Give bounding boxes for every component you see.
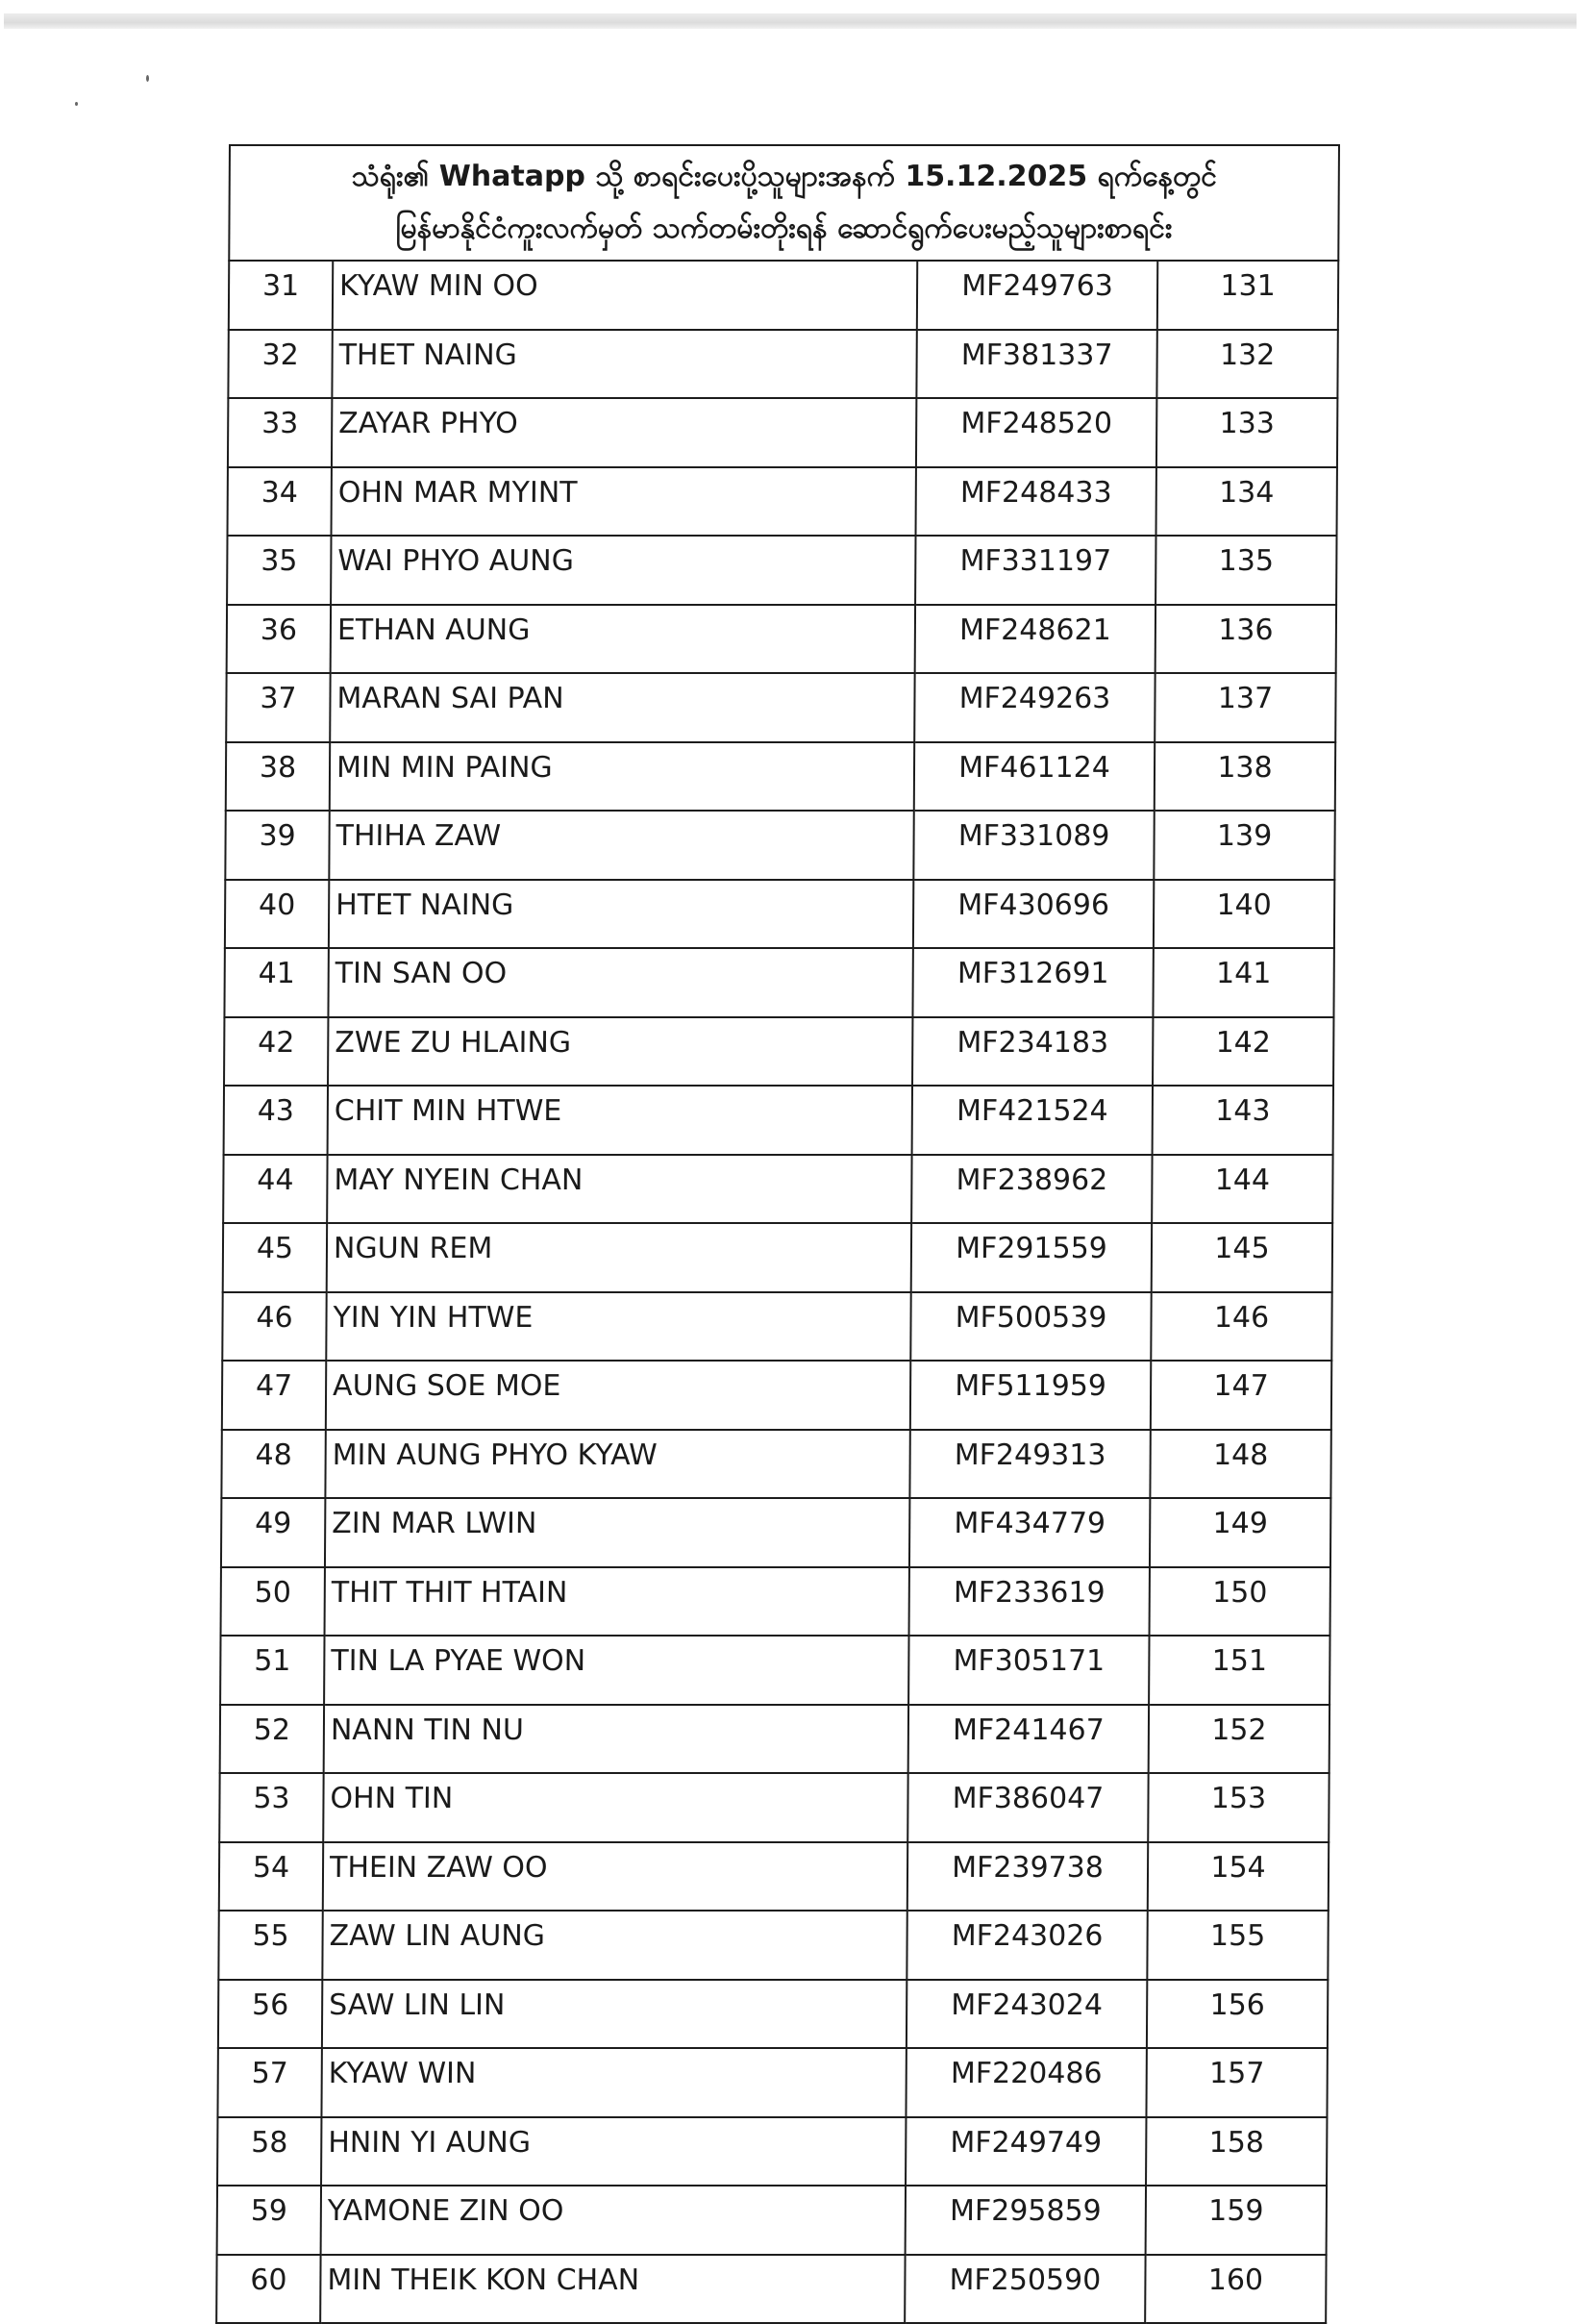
passport-number-cell: MF386047	[907, 1773, 1148, 1842]
sequence-number-cell: 131	[1157, 261, 1338, 330]
sequence-number-cell: 156	[1147, 1980, 1328, 2049]
table-row	[221, 1430, 1330, 1499]
table-header-row	[229, 145, 1339, 261]
sequence-number-cell: 160	[1145, 2255, 1326, 2324]
row-number-cell: 37	[226, 673, 330, 742]
passport-number-cell: MF291559	[911, 1223, 1152, 1292]
sequence-number-cell: 158	[1146, 2117, 1327, 2187]
sequence-number-cell: 140	[1154, 880, 1334, 949]
table-row	[217, 2048, 1327, 2117]
name-cell: OHN TIN	[323, 1773, 907, 1842]
table-row	[221, 1567, 1330, 1637]
row-number-cell: 57	[217, 2048, 321, 2117]
table-row	[219, 1773, 1329, 1842]
sequence-number-cell: 138	[1155, 742, 1335, 812]
name-cell: NGUN REM	[327, 1223, 911, 1292]
passport-number-cell: MF461124	[914, 742, 1155, 812]
table-row	[220, 1705, 1329, 1774]
scan-edge-shadow	[4, 13, 1577, 29]
passport-number-cell: MF511959	[910, 1361, 1151, 1430]
row-number-cell: 33	[228, 398, 332, 467]
table-row	[218, 1911, 1328, 1980]
sequence-number-cell: 151	[1149, 1636, 1329, 1705]
table-row	[227, 536, 1336, 605]
name-cell: CHIT MIN HTWE	[328, 1086, 912, 1155]
table-title-line-2: မြန်မာနိုင်ငံကူးလက်မှတ် သက်တမ်းတိုးရန် ဆောင်ရွက်ပေးမည့်သူများစာရင်း	[395, 212, 1173, 245]
name-cell: WAI PHYO AUNG	[331, 536, 915, 605]
sequence-number-cell: 155	[1147, 1911, 1328, 1980]
sequence-number-cell: 144	[1152, 1155, 1332, 1224]
name-cell: MAY NYEIN CHAN	[327, 1155, 911, 1224]
table-row	[228, 330, 1337, 399]
passport-number-cell: MF250590	[905, 2255, 1145, 2324]
sequence-number-cell: 150	[1150, 1567, 1330, 1637]
table-row	[217, 2186, 1327, 2255]
sequence-number-cell: 149	[1150, 1498, 1330, 1567]
sequence-number-cell: 139	[1154, 811, 1334, 880]
table-row	[227, 605, 1336, 674]
sequence-number-cell: 146	[1151, 1292, 1331, 1362]
passport-number-cell: MF331197	[915, 536, 1155, 605]
row-number-cell: 35	[227, 536, 331, 605]
row-number-cell: 47	[222, 1361, 326, 1430]
passport-number-cell: MF430696	[913, 880, 1154, 949]
sequence-number-cell: 134	[1156, 467, 1337, 537]
passport-number-cell: MF243024	[907, 1980, 1147, 2049]
table-row	[228, 398, 1337, 467]
row-number-cell: 55	[218, 1911, 322, 1980]
name-cell: MARAN SAI PAN	[330, 673, 914, 742]
name-cell: KYAW MIN OO	[333, 261, 917, 330]
table-row	[222, 1361, 1331, 1430]
sequence-number-cell: 154	[1148, 1842, 1329, 1912]
row-number-cell: 38	[226, 742, 330, 812]
sequence-number-cell: 132	[1156, 330, 1337, 399]
row-number-cell: 51	[220, 1636, 324, 1705]
passport-number-cell: MF239738	[907, 1842, 1148, 1912]
row-number-cell: 44	[223, 1155, 327, 1224]
row-number-cell: 32	[228, 330, 332, 399]
table-title-line-1: သံရုံး၏ Whatapp သို့ စာရင်းပေးပို့သူများအနက် 15.12.2025 ရက်နေ့တွင်	[351, 160, 1217, 193]
sequence-number-cell: 136	[1155, 605, 1336, 674]
table-row	[218, 1980, 1328, 2049]
table-title-cell	[229, 145, 1339, 261]
row-number-cell: 34	[228, 467, 332, 537]
scan-speck	[75, 102, 78, 106]
passport-number-cell: MF234183	[912, 1017, 1153, 1087]
sequence-number-cell: 152	[1149, 1705, 1329, 1774]
table-row	[223, 1155, 1332, 1224]
table-row	[226, 742, 1335, 812]
passport-number-cell: MF249263	[914, 673, 1155, 742]
row-number-cell: 58	[217, 2117, 321, 2187]
row-number-cell: 41	[224, 948, 328, 1017]
name-cell: THIT THIT HTAIN	[325, 1567, 909, 1637]
sequence-number-cell: 142	[1153, 1017, 1333, 1087]
passport-number-cell: MF249313	[909, 1430, 1150, 1499]
sequence-number-cell: 143	[1153, 1086, 1333, 1155]
name-cell: TIN SAN OO	[328, 948, 912, 1017]
passport-number-cell: MF331089	[913, 811, 1154, 880]
sequence-number-cell: 141	[1153, 948, 1333, 1017]
scan-speck	[146, 75, 149, 82]
passport-renewal-list-table	[215, 144, 1340, 2324]
table-row	[224, 1017, 1333, 1087]
name-cell: ZAYAR PHYO	[332, 398, 916, 467]
table-row	[225, 811, 1334, 880]
table-row	[222, 1292, 1331, 1362]
sequence-number-cell: 148	[1150, 1430, 1330, 1499]
name-cell: ZAW LIN AUNG	[322, 1911, 907, 1980]
row-number-cell: 60	[216, 2255, 320, 2324]
passport-number-cell: MF248621	[915, 605, 1155, 674]
passport-number-cell: MF243026	[907, 1911, 1147, 1980]
name-cell: KYAW WIN	[321, 2048, 906, 2117]
name-cell: NANN TIN NU	[324, 1705, 908, 1774]
table-row	[221, 1498, 1330, 1567]
name-cell: TIN LA PYAE WON	[324, 1636, 908, 1705]
row-number-cell: 52	[220, 1705, 324, 1774]
table-row	[223, 1223, 1332, 1292]
table-row	[225, 880, 1334, 949]
passport-number-cell: MF305171	[908, 1636, 1149, 1705]
sequence-number-cell: 159	[1146, 2186, 1327, 2255]
passport-number-cell: MF434779	[909, 1498, 1150, 1567]
row-number-cell: 39	[225, 811, 329, 880]
name-cell: YAMONE ZIN OO	[321, 2186, 906, 2255]
name-cell: MIN AUNG PHYO KYAW	[325, 1430, 909, 1499]
row-number-cell: 49	[221, 1498, 325, 1567]
table-row	[216, 2255, 1326, 2324]
name-cell: THIHA ZAW	[329, 811, 913, 880]
passport-number-cell: MF381337	[916, 330, 1156, 399]
sequence-number-cell: 137	[1155, 673, 1335, 742]
passport-number-cell: MF220486	[906, 2048, 1146, 2117]
passport-number-cell: MF312691	[912, 948, 1153, 1017]
name-cell: YIN YIN HTWE	[326, 1292, 910, 1362]
name-cell: OHN MAR MYINT	[332, 467, 916, 537]
row-number-cell: 46	[222, 1292, 326, 1362]
passport-number-cell: MF233619	[909, 1567, 1150, 1637]
name-cell: ETHAN AUNG	[331, 605, 915, 674]
row-number-cell: 40	[225, 880, 329, 949]
name-cell: THEIN ZAW OO	[323, 1842, 907, 1912]
passport-number-cell: MF248433	[916, 467, 1156, 537]
table-row	[220, 1636, 1329, 1705]
passport-number-cell: MF241467	[908, 1705, 1149, 1774]
row-number-cell: 50	[221, 1567, 325, 1637]
name-cell: ZIN MAR LWIN	[325, 1498, 909, 1567]
passport-number-cell: MF421524	[912, 1086, 1153, 1155]
passport-number-cell: MF295859	[906, 2186, 1146, 2255]
name-cell: HNIN YI AUNG	[321, 2117, 906, 2187]
sequence-number-cell: 157	[1146, 2048, 1327, 2117]
table-row	[229, 261, 1338, 330]
row-number-cell: 59	[217, 2186, 321, 2255]
table-row	[228, 467, 1337, 537]
sequence-number-cell: 133	[1156, 398, 1337, 467]
row-number-cell: 48	[221, 1430, 325, 1499]
row-number-cell: 54	[219, 1842, 323, 1912]
row-number-cell: 45	[223, 1223, 327, 1292]
table-row	[217, 2117, 1327, 2187]
row-number-cell: 43	[224, 1086, 328, 1155]
name-cell: HTET NAING	[329, 880, 913, 949]
row-number-cell: 31	[229, 261, 333, 330]
name-cell: ZWE ZU HLAING	[328, 1017, 912, 1087]
sequence-number-cell: 145	[1152, 1223, 1332, 1292]
name-cell: SAW LIN LIN	[322, 1980, 907, 2049]
passport-number-cell: MF249763	[917, 261, 1157, 330]
table-row	[219, 1842, 1329, 1912]
sequence-number-cell: 135	[1155, 536, 1336, 605]
row-number-cell: 36	[227, 605, 331, 674]
table-row	[224, 948, 1333, 1017]
table-row	[224, 1086, 1333, 1155]
sequence-number-cell: 147	[1151, 1361, 1331, 1430]
passport-number-cell: MF500539	[910, 1292, 1151, 1362]
name-cell: MIN THEIK KON CHAN	[320, 2255, 905, 2324]
row-number-cell: 42	[224, 1017, 328, 1087]
row-number-cell: 56	[218, 1980, 322, 2049]
passport-number-cell: MF238962	[911, 1155, 1152, 1224]
passport-number-cell: MF248520	[916, 398, 1156, 467]
table-row	[226, 673, 1335, 742]
name-cell: MIN MIN PAING	[330, 742, 914, 812]
passport-number-cell: MF249749	[906, 2117, 1146, 2187]
sequence-number-cell: 153	[1148, 1773, 1329, 1842]
row-number-cell: 53	[219, 1773, 323, 1842]
name-cell: AUNG SOE MOE	[326, 1361, 910, 1430]
name-cell: THET NAING	[332, 330, 916, 399]
